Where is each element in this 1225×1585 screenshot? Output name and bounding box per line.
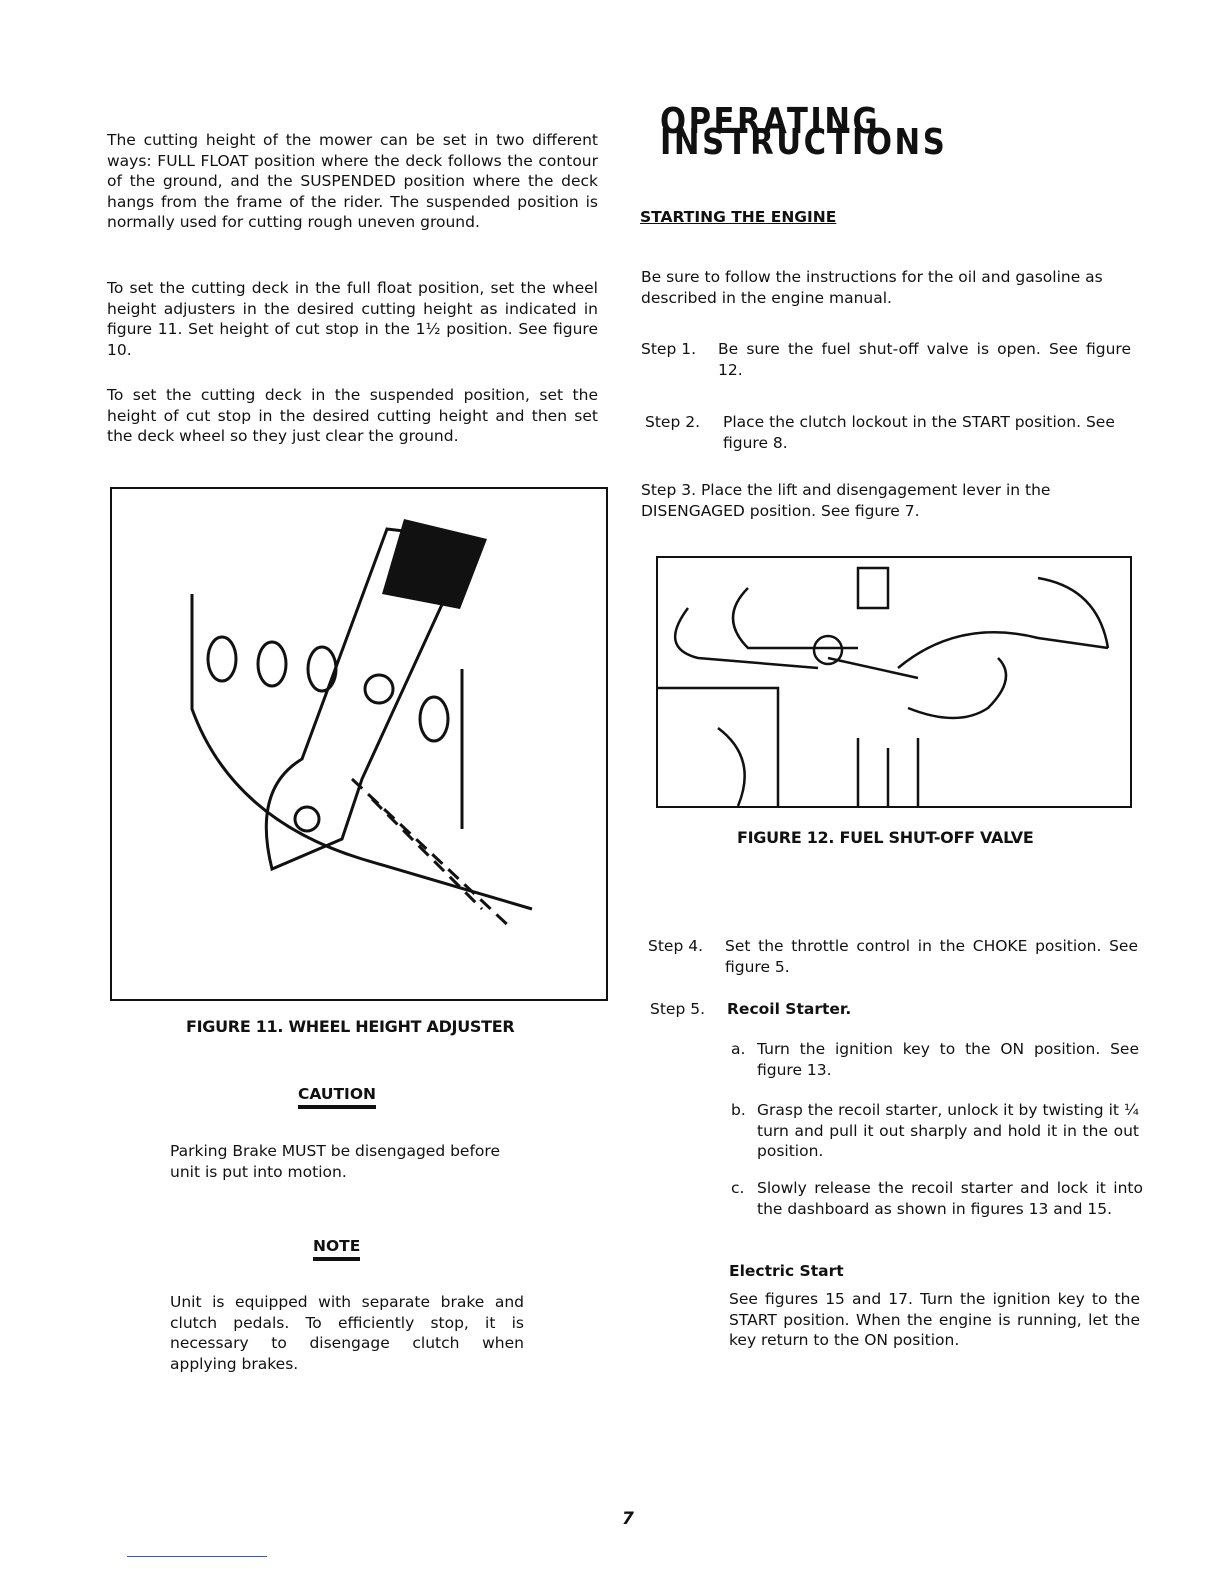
figure-12-photo: [656, 556, 1132, 808]
step-number: Step 5.: [650, 1000, 706, 1018]
figure-11-caption: FIGURE 11. WHEEL HEIGHT ADJUSTER: [186, 1017, 515, 1036]
paragraph-cutting-height: The cutting height of the mower can be set in two different ways: FULL FLOAT position where the deck follows the contour of the ground, and the SUSPENDED position where the deck hangs from the frame of the rider. The suspended position is normally used for cutting rough uneven ground.: [107, 131, 598, 231]
step-text: Place the clutch lockout in the START position. See figure 8.: [723, 413, 1115, 452]
section-heading: STARTING THE ENGINE: [640, 208, 837, 226]
substep-a: [731, 1039, 1139, 1080]
note-label: NOTE: [313, 1236, 360, 1261]
note-heading: [313, 1236, 360, 1261]
substep-letter: b.: [731, 1101, 746, 1119]
substep-text: Turn the ignition key to the ON position. See figure 13.: [757, 1040, 1139, 1079]
paragraph-full-float: To set the cutting deck in the full float position, set the wheel height adjusters in the desired cutting height as indicated in figure 11. Set height of cut stop in the 1½ position. See figure 10.: [107, 279, 598, 359]
step-1: [641, 339, 1131, 380]
substep-text: Grasp the recoil starter, unlock it by twisting it ¼ turn and pull it out sharply and hold it in the out position.: [757, 1101, 1139, 1160]
substep-letter: a.: [731, 1040, 746, 1058]
step-text: Place the lift and disengagement lever in the DISENGAGED position. See figure 7.: [641, 481, 1051, 520]
intro-text: Be sure to follow the instructions for the oil and gasoline as described in the engine manual.: [641, 268, 1103, 307]
step-4: [648, 936, 1138, 977]
step-number: Step 1.: [641, 340, 697, 358]
caution-text: Parking Brake MUST be disengaged before unit is put into motion.: [170, 1142, 500, 1181]
step-text: Be sure the fuel shut-off valve is open. See figure 12.: [718, 340, 1131, 379]
step-number: Step 4.: [648, 937, 704, 955]
paragraph-suspended: To set the cutting deck in the suspended position, set the height of cut stop in the desired cutting height and then set the deck wheel so they just clear the ground.: [107, 386, 598, 445]
step-text: Set the throttle control in the CHOKE position. See figure 5.: [725, 937, 1138, 976]
step-number: Step 3.: [641, 481, 697, 499]
electric-start-heading: Electric Start: [729, 1262, 844, 1280]
electric-start-text: See figures 15 and 17. Turn the ignition key to the START position. When the engine is running, let the key return to the ON position.: [729, 1290, 1140, 1349]
wheel-height-adjuster-drawing: [112, 489, 606, 999]
step-5: [650, 999, 1140, 1020]
caution-heading: [298, 1084, 376, 1109]
page-number: 7: [622, 1509, 634, 1529]
step-number: Step 2.: [645, 413, 701, 431]
fuel-valve-drawing: [658, 558, 1130, 806]
figure-12-caption: FIGURE 12. FUEL SHUT-OFF VALVE: [737, 828, 1034, 847]
divider-line: [127, 1556, 267, 1557]
substep-letter: c.: [731, 1179, 745, 1197]
step-3: [641, 480, 1133, 521]
note-text: Unit is equipped with separate brake and clutch pedals. To efficiently stop, it is necessary to disengage clutch when applying brakes.: [170, 1293, 524, 1373]
step-2: [645, 412, 1135, 453]
step-text: Recoil Starter.: [727, 1000, 852, 1018]
figure-11-illustration: [110, 487, 608, 1001]
substep-text: Slowly release the recoil starter and lock it into the dashboard as shown in figures 13 and 15.: [757, 1179, 1143, 1218]
substep-b: [731, 1100, 1139, 1162]
substep-c: [731, 1178, 1143, 1219]
page-title: OPERATING INSTRUCTIONS: [660, 101, 948, 163]
caution-label: CAUTION: [298, 1084, 376, 1109]
